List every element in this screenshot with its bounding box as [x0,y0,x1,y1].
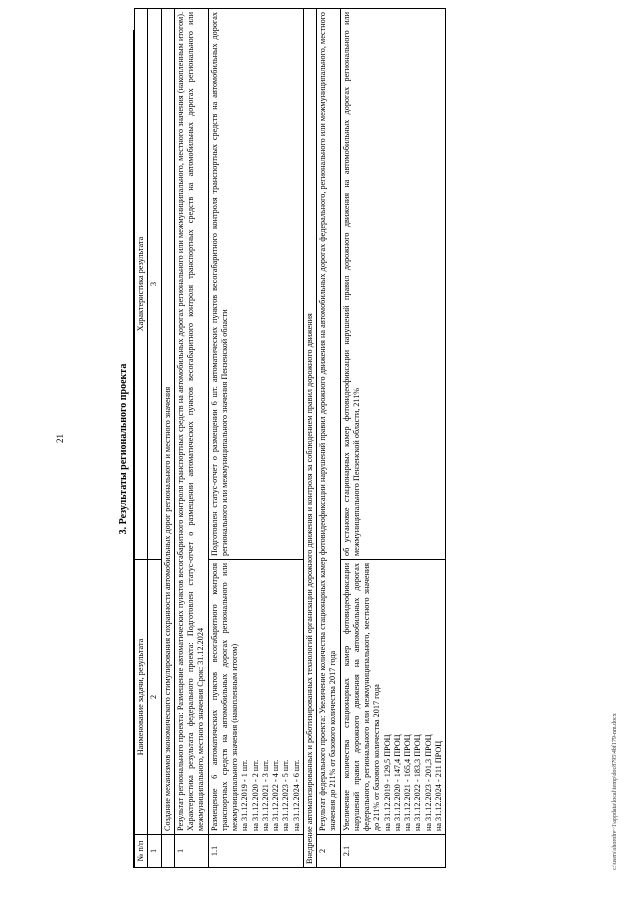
task-1-title: Создание механизмов экономического стимулирования сохранности автомобильных дорог регионального и местного значения [161,9,174,835]
task-row-2 [303,9,316,868]
row-2-1-name [340,560,446,835]
list-item: на 31.12.2024 - 6 шт. [291,759,301,831]
row-num: 2 [317,835,341,868]
list-item: на 31.12.2023 - 201,3 ПРОЦ [423,734,433,831]
row-1-1-text: Размещение 6 автоматических пунктов весогабаритного контроля транспортных средств на автомобильных дорогах регионального или межмуниципального значения (накопленным итогом) [209,563,239,831]
header-name: Наименование задачи, результата [135,560,148,835]
list-item: на 31.12.2020 - 2 шт. [250,759,260,831]
table-row [174,9,208,868]
task-row-1 [161,9,174,868]
row-1-1-desc: Подготовлен статус-отчет о размещении 6 шт. автоматических пунктов весогабаритного контроля транспортных средств на автомобильных дорогах регионального или межмуниципального значения Пензенской области [208,9,303,560]
index-cell-2: 2 [148,560,161,835]
row-num: 2.1 [340,835,446,868]
list-item: на 31.12.2023 - 5 шт. [281,759,291,831]
page-number: 21 [55,434,65,443]
list-item: на 31.12.2021 - 3 шт. [260,759,270,831]
table-header-row [135,9,148,868]
task-2-title: Внедрение автоматизированных и роботизированных технологий организации дорожного движения и контроля за соблюдением правил дорожного движения [303,9,316,868]
row-2-1-desc: об установке стационарных камер фотовидеофиксации нарушений правил дорожного движения на автомобильных дорогах регионального или межмуниципального Пензенской области, 211% [340,9,446,560]
list-item: на 31.12.2022 - 4 шт. [271,759,280,831]
header-num: № п/п [135,835,148,868]
list-item: на 31.12.2020 - 147,4 ПРОЦ [392,734,402,831]
row-1-1-name [208,560,303,835]
list-item: на 31.12.2024 - 211 ПРОЦ [433,740,443,831]
header-desc: Характеристика результата [135,9,148,560]
list-item: на 31.12.2019 - 1 шт. [240,759,250,831]
row-2-name: Результат федерального проекта: Увеличение количества стационарных камер фотовидеофиксации нарушений правил дорожного движения на автомобильных дорогах федерального, регионального или межмуниципального, местного значения до 211% от базового количества 2017 года [317,9,341,835]
results-table [134,8,446,868]
row-1-1-items [240,563,302,831]
file-path: c:\users\shorohv~1\appdata\local\temp\doc8795\4bf179-nm.docx [612,713,618,870]
table-row [208,9,303,868]
index-cell-3: 3 [148,9,161,560]
row-num: 1 [174,835,208,868]
list-item: на 31.12.2021 - 165,4 ПРОЦ [403,734,412,831]
index-cell-1: 1 [148,835,161,868]
row-1-name: Результат регионального проекта: Размещение автоматических пунктов весогабаритного контроля транспортных средств на автомобильных дорогах регионального или межмуниципального, местного значения (накопленным итогом). Характеристика результата федерального проекта: Подготовлен статус-отчет о размещении автоматических пунктов весогабаритного контроля транспортных средств на автомобильных дорогах регионального или межмуниципального, местного значения Срок: 31.12.2024 [174,9,208,835]
row-2-1-text: Увеличение количества стационарных камер фотовидеофиксации нарушений правил дорожного движения на автомобильных дорогах федерального, регионального или межмуниципального, местного значения до 211% от базового количества 2017 года [341,563,382,831]
row-2-1-items [383,563,445,831]
index-row [148,9,161,868]
section-title: 3. Результаты регионального проекта [115,30,134,868]
table-row [317,9,341,868]
table-row [340,9,446,868]
list-item: на 31.12.2022 - 183,3 ПРОЦ [413,734,423,831]
row-num: 1.1 [208,835,303,868]
task-num-empty [161,835,174,868]
document-page [115,12,625,868]
list-item: на 31.12.2019 - 129,5 ПРОЦ [382,734,392,831]
